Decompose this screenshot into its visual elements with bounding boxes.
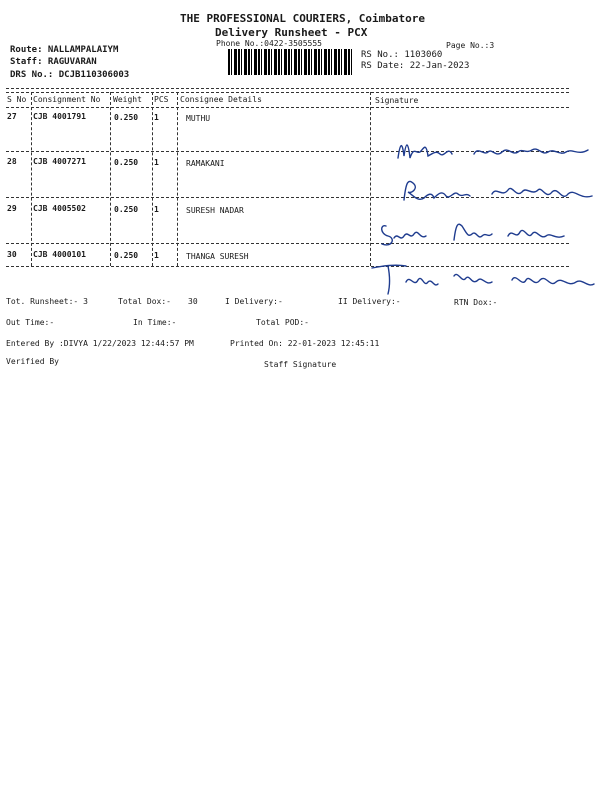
column-divider: [152, 92, 153, 266]
page-number: Page No.:3: [446, 41, 495, 50]
row-weight: 0.250: [114, 251, 139, 260]
row-pcs: 1: [154, 205, 159, 214]
drs-number: DRS No.: DCJB110306003: [10, 70, 130, 80]
out-time: Out Time:-: [6, 318, 55, 327]
col-header-pcs: PCS: [154, 95, 169, 104]
in-time: In Time:-: [133, 318, 177, 327]
verified-by: Verified By: [6, 357, 59, 366]
row-consignee: MUTHU: [186, 114, 211, 123]
staff-label: Staff: RAGUVARAN: [10, 57, 97, 67]
column-divider: [370, 92, 371, 266]
row-consignee: RAMAKANI: [186, 159, 225, 168]
entered-by: Entered By :DIVYA 1/22/2023 12:44:57 PM: [6, 339, 194, 348]
rs-date: RS Date: 22-Jan-2023: [361, 61, 470, 71]
staff-signature-label: Staff Signature: [264, 360, 337, 369]
total-dox-value: 30: [188, 297, 198, 306]
document-title: Delivery Runsheet - PCX: [215, 26, 368, 39]
row-sno: 27: [7, 112, 17, 121]
row-consignee: SURESH NADAR: [186, 206, 244, 215]
handwritten-signature: [400, 172, 600, 214]
header-bottom-rule: [6, 107, 569, 108]
col-header-signature: Signature: [375, 96, 419, 105]
printed-on: Printed On: 22-01-2023 12:45:11: [230, 339, 380, 348]
row-consignment: CJB 4000101: [33, 250, 86, 259]
row-consignment: CJB 4007271: [33, 157, 86, 166]
rs-number: RS No.: 1103060: [361, 50, 443, 60]
handwritten-signature: [392, 132, 600, 174]
row-consignment: CJB 4001791: [33, 112, 86, 121]
total-pod: Total POD:-: [256, 318, 309, 327]
col-header-sno: S No: [7, 95, 27, 104]
column-divider: [110, 92, 111, 266]
total-dox-label: Total Dox:-: [118, 297, 171, 306]
i-delivery: I Delivery:-: [225, 297, 283, 306]
handwritten-signature: [378, 212, 568, 254]
row-weight: 0.250: [114, 113, 139, 122]
row-sno: 28: [7, 157, 17, 166]
row-weight: 0.250: [114, 205, 139, 214]
row-consignment: CJB 4005502: [33, 204, 86, 213]
col-header-weight: Weight: [113, 95, 142, 104]
handwritten-signature: [366, 258, 598, 302]
row-sno: 30: [7, 250, 17, 259]
row-pcs: 1: [154, 251, 159, 260]
tot-runsheet: Tot. Runsheet:- 3: [6, 297, 88, 306]
rtn-dox: RTN Dox:-: [454, 298, 498, 307]
route-label: Route: NALLAMPALAIYM: [10, 45, 119, 55]
row-pcs: 1: [154, 158, 159, 167]
row-weight: 0.250: [114, 158, 139, 167]
ii-delivery: II Delivery:-: [338, 297, 401, 306]
barcode: [228, 49, 353, 75]
company-name: THE PROFESSIONAL COURIERS, Coimbatore: [180, 12, 426, 25]
column-divider: [31, 92, 32, 266]
row-sno: 29: [7, 204, 17, 213]
row-pcs: 1: [154, 113, 159, 122]
column-divider: [177, 92, 178, 266]
row-consignee: THANGA SURESH: [186, 252, 249, 261]
table-top-rule-2: [6, 92, 569, 93]
table-top-rule: [6, 88, 569, 89]
phone-number: Phone No.:0422-3505555: [216, 39, 322, 48]
col-header-consignment: Consignment No: [33, 95, 101, 104]
col-header-consignee: Consignee Details: [180, 95, 262, 104]
